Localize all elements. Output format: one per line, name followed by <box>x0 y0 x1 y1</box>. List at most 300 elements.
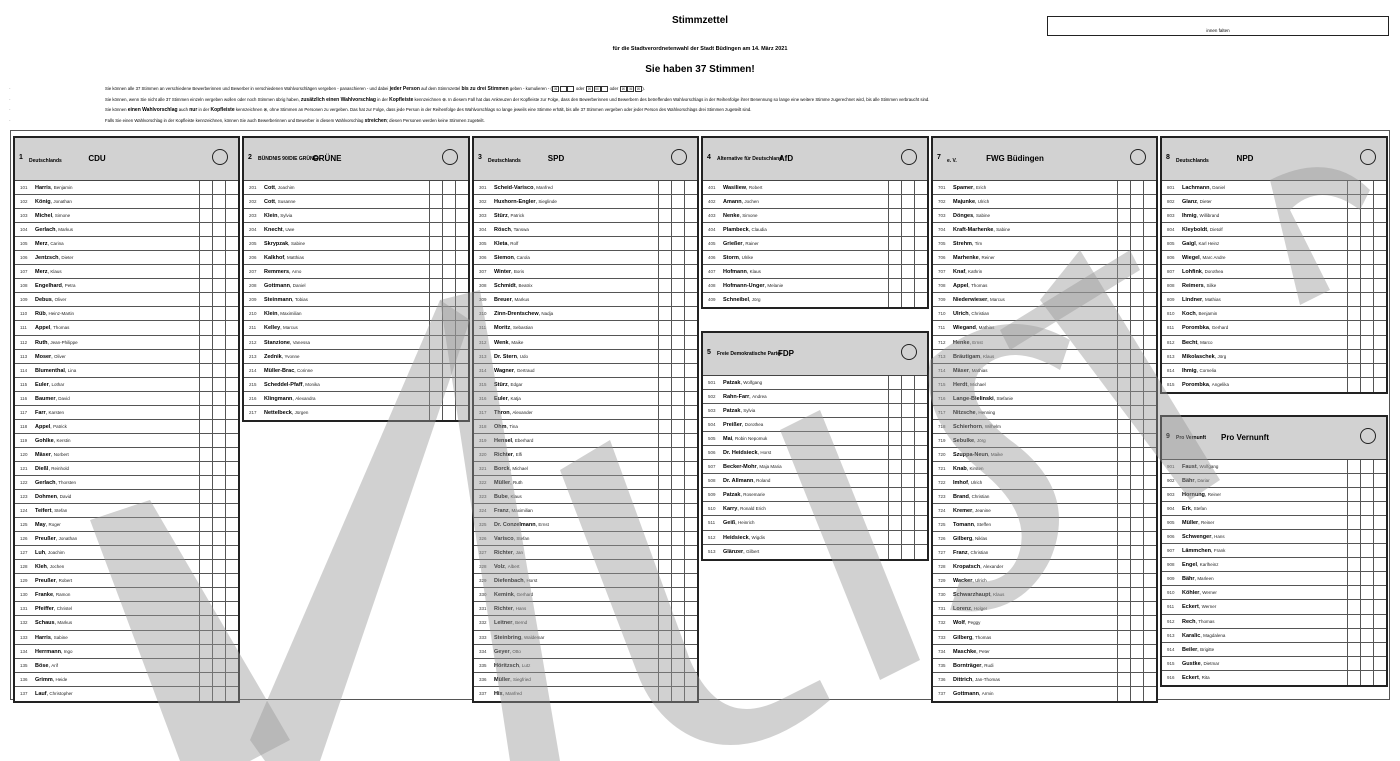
candidate-firstname: Werner <box>1202 590 1217 596</box>
candidate-surname: Becker-Mohr <box>723 464 757 471</box>
vote-boxes[interactable] <box>1117 687 1156 701</box>
candidate-row <box>933 434 1156 448</box>
candidate-name: Kropatsch, Alexander <box>953 564 1004 571</box>
vote-box-divider <box>1143 490 1144 503</box>
vote-boxes[interactable] <box>1117 350 1156 363</box>
candidate-row <box>703 460 927 474</box>
vote-boxes[interactable] <box>199 209 238 222</box>
candidate-row <box>474 195 697 209</box>
vote-box-divider <box>1360 516 1361 529</box>
candidate-number: 118 <box>20 423 28 429</box>
vote-boxes[interactable] <box>888 209 927 222</box>
vote-boxes[interactable] <box>1117 462 1156 475</box>
ballot-title: Stimmzettel <box>671 15 729 26</box>
vote-boxes[interactable] <box>199 645 238 658</box>
vote-boxes[interactable] <box>658 406 697 419</box>
candidate-row <box>474 518 697 532</box>
party-vote-circle[interactable] <box>212 149 228 165</box>
vote-boxes[interactable] <box>658 307 697 320</box>
vote-boxes[interactable] <box>1347 237 1386 250</box>
vote-boxes[interactable] <box>1117 420 1156 433</box>
candidate-surname: Kleyboldt <box>1182 227 1208 234</box>
vote-boxes[interactable] <box>1347 279 1386 292</box>
vote-boxes[interactable] <box>1117 321 1156 334</box>
candidate-name: Ruth, Jean-Philippe <box>35 339 78 346</box>
vote-box-divider <box>1117 532 1118 545</box>
vote-boxes[interactable] <box>1117 209 1156 222</box>
vote-boxes[interactable] <box>429 378 468 391</box>
candidate-name: Nettelbeck, Jürgen <box>264 409 309 416</box>
vote-boxes[interactable] <box>888 223 927 236</box>
vote-boxes[interactable] <box>429 336 468 349</box>
vote-boxes[interactable] <box>1117 251 1156 264</box>
vote-boxes[interactable] <box>199 588 238 601</box>
vote-box-divider <box>684 378 685 391</box>
vote-boxes[interactable] <box>199 392 238 405</box>
vote-boxes[interactable] <box>658 209 697 222</box>
candidate-name: Bornträger, Rudi <box>953 662 994 669</box>
vote-boxes[interactable] <box>1347 350 1386 363</box>
vote-boxes[interactable] <box>658 588 697 601</box>
vote-box-divider <box>429 406 430 420</box>
vote-boxes[interactable] <box>888 390 927 403</box>
candidate-firstname: Horst <box>760 450 772 456</box>
candidate-firstname: Erich <box>975 185 987 190</box>
candidate-row <box>1162 321 1386 335</box>
vote-boxes[interactable] <box>1347 460 1386 473</box>
vote-boxes[interactable] <box>1117 406 1156 419</box>
party-vote-circle[interactable] <box>901 344 917 360</box>
vote-boxes[interactable] <box>658 490 697 503</box>
vote-boxes[interactable] <box>199 181 238 194</box>
candidate-surname: Eckert <box>1182 604 1199 611</box>
vote-boxes[interactable] <box>199 448 238 461</box>
candidate-row <box>933 546 1156 560</box>
party-vote-circle[interactable] <box>671 149 687 165</box>
candidate-firstname: Wilhelm <box>984 423 1001 429</box>
candidate-row <box>474 181 697 195</box>
party-vote-circle[interactable] <box>1360 149 1376 165</box>
candidate-firstname: Gerhard <box>516 592 534 598</box>
vote-boxes[interactable] <box>658 659 697 672</box>
candidate-surname: Engelhard <box>35 283 62 290</box>
vote-boxes[interactable] <box>658 251 697 264</box>
vote-boxes[interactable] <box>1117 237 1156 250</box>
vote-boxes[interactable] <box>429 406 468 420</box>
vote-boxes[interactable] <box>888 446 927 459</box>
vote-boxes[interactable] <box>1117 448 1156 461</box>
vote-boxes[interactable] <box>658 279 697 292</box>
vote-box-divider <box>658 645 659 658</box>
vote-boxes[interactable] <box>658 645 697 658</box>
vote-boxes[interactable] <box>658 293 697 306</box>
candidate-row <box>474 223 697 237</box>
candidate-name: Rahn-Farr, Andrea <box>723 394 767 401</box>
candidate-row <box>15 378 238 392</box>
candidate-row <box>1162 530 1386 544</box>
vote-boxes[interactable] <box>1117 546 1156 559</box>
vote-boxes[interactable] <box>1117 265 1156 278</box>
vote-boxes[interactable] <box>429 279 468 292</box>
vote-boxes[interactable] <box>1117 223 1156 236</box>
vote-boxes[interactable] <box>1347 378 1386 392</box>
vote-boxes[interactable] <box>658 673 697 686</box>
vote-boxes[interactable] <box>658 560 697 573</box>
candidate-row <box>933 616 1156 630</box>
candidate-row <box>703 516 927 530</box>
vote-boxes[interactable] <box>199 462 238 475</box>
candidate-name: Amann, Jochen <box>723 199 759 206</box>
vote-boxes[interactable] <box>429 293 468 306</box>
vote-boxes[interactable] <box>429 307 468 320</box>
vote-boxes[interactable] <box>429 195 468 208</box>
vote-boxes[interactable] <box>199 364 238 377</box>
candidate-name: Breuer, Markus <box>494 297 530 304</box>
vote-box-divider <box>225 659 226 672</box>
vote-boxes[interactable] <box>1117 574 1156 587</box>
vote-boxes[interactable] <box>888 404 927 417</box>
party-short-name: CDU <box>88 154 106 163</box>
vote-boxes[interactable] <box>658 616 697 629</box>
vote-boxes[interactable] <box>658 265 697 278</box>
example-checkbox-icon: ☒ <box>629 86 633 91</box>
vote-boxes[interactable] <box>658 237 697 250</box>
candidate-number: 804 <box>1167 227 1175 233</box>
party-vote-circle[interactable] <box>1130 149 1146 165</box>
vote-boxes[interactable] <box>888 181 927 194</box>
vote-boxes[interactable] <box>1117 645 1156 658</box>
vote-boxes[interactable] <box>1347 195 1386 208</box>
vote-boxes[interactable] <box>1117 588 1156 601</box>
vote-boxes[interactable] <box>199 420 238 433</box>
vote-boxes[interactable] <box>1347 307 1386 320</box>
vote-boxes[interactable] <box>1347 488 1386 501</box>
vote-boxes[interactable] <box>1347 336 1386 349</box>
vote-boxes[interactable] <box>1117 336 1156 349</box>
vote-boxes[interactable] <box>1117 293 1156 306</box>
candidate-row <box>703 195 927 209</box>
vote-boxes[interactable] <box>199 321 238 334</box>
vote-boxes[interactable] <box>429 223 468 236</box>
vote-box-divider <box>1347 544 1348 557</box>
vote-boxes[interactable] <box>658 378 697 391</box>
vote-boxes[interactable] <box>888 460 927 473</box>
candidate-name: Hix, Manfred <box>494 690 522 697</box>
candidate-row <box>1162 643 1386 657</box>
vote-boxes[interactable] <box>888 474 927 487</box>
candidate-name: Müller-Brac, Corinne <box>264 367 313 374</box>
vote-boxes[interactable] <box>1117 631 1156 644</box>
vote-box-divider <box>225 195 226 208</box>
vote-boxes[interactable] <box>429 321 468 334</box>
vote-boxes[interactable] <box>1347 615 1386 628</box>
vote-boxes[interactable] <box>888 432 927 445</box>
vote-box-divider <box>442 251 443 264</box>
vote-boxes[interactable] <box>1117 532 1156 545</box>
vote-boxes[interactable] <box>888 531 927 544</box>
vote-boxes[interactable] <box>658 532 697 545</box>
candidate-name: Wenk, Maike <box>494 339 524 346</box>
candidate-row <box>15 364 238 378</box>
vote-box-divider <box>671 364 672 377</box>
instruction-emphasis: jeder Person <box>389 86 420 92</box>
vote-boxes[interactable] <box>658 546 697 559</box>
vote-boxes[interactable] <box>888 376 927 389</box>
vote-boxes[interactable] <box>658 631 697 644</box>
vote-boxes[interactable] <box>199 307 238 320</box>
vote-boxes[interactable] <box>888 265 927 278</box>
candidate-number: 132 <box>20 620 28 626</box>
candidate-surname: Gilberg <box>953 634 973 641</box>
candidate-surname: Dittrich <box>953 676 973 683</box>
candidate-surname: Gottmann <box>264 283 290 290</box>
vote-boxes[interactable] <box>1347 586 1386 599</box>
vote-boxes[interactable] <box>199 195 238 208</box>
vote-boxes[interactable] <box>199 350 238 363</box>
vote-box-divider <box>684 364 685 377</box>
vote-boxes[interactable] <box>1347 572 1386 585</box>
vote-boxes[interactable] <box>1117 279 1156 292</box>
vote-boxes[interactable] <box>888 545 927 559</box>
candidate-row <box>474 293 697 307</box>
vote-boxes[interactable] <box>888 279 927 292</box>
vote-boxes[interactable] <box>658 518 697 531</box>
vote-boxes[interactable] <box>1347 629 1386 642</box>
vote-boxes[interactable] <box>199 532 238 545</box>
vote-boxes[interactable] <box>658 687 697 701</box>
vote-boxes[interactable] <box>1347 223 1386 236</box>
vote-boxes[interactable] <box>199 279 238 292</box>
party-vote-circle[interactable] <box>901 149 917 165</box>
vote-boxes[interactable] <box>429 251 468 264</box>
vote-boxes[interactable] <box>1117 476 1156 489</box>
vote-boxes[interactable] <box>888 237 927 250</box>
vote-boxes[interactable] <box>429 237 468 250</box>
party-vote-circle[interactable] <box>1360 428 1376 444</box>
vote-box-divider <box>914 293 915 307</box>
vote-boxes[interactable] <box>429 350 468 363</box>
vote-box-divider <box>658 490 659 503</box>
vote-box-divider <box>199 420 200 433</box>
vote-boxes[interactable] <box>1117 673 1156 686</box>
vote-box-divider <box>212 588 213 601</box>
vote-boxes[interactable] <box>1117 195 1156 208</box>
vote-boxes[interactable] <box>1347 321 1386 334</box>
vote-boxes[interactable] <box>1117 434 1156 447</box>
vote-boxes[interactable] <box>658 223 697 236</box>
vote-boxes[interactable] <box>658 434 697 447</box>
vote-boxes[interactable] <box>1347 558 1386 571</box>
party-vote-circle[interactable] <box>442 149 458 165</box>
vote-box-divider <box>684 490 685 503</box>
vote-box-divider <box>1373 378 1374 392</box>
vote-boxes[interactable] <box>199 223 238 236</box>
vote-boxes[interactable] <box>199 490 238 503</box>
vote-boxes[interactable] <box>658 364 697 377</box>
candidate-number: 204 <box>249 227 257 233</box>
candidate-row <box>244 223 468 237</box>
vote-boxes[interactable] <box>658 392 697 405</box>
vote-box-divider <box>429 251 430 264</box>
vote-boxes[interactable] <box>199 631 238 644</box>
vote-boxes[interactable] <box>1117 307 1156 320</box>
vote-boxes[interactable] <box>199 237 238 250</box>
vote-boxes[interactable] <box>1117 490 1156 503</box>
vote-boxes[interactable] <box>1347 251 1386 264</box>
vote-box-divider <box>455 350 456 363</box>
vote-boxes[interactable] <box>199 265 238 278</box>
vote-box-divider <box>1373 615 1374 628</box>
vote-boxes[interactable] <box>658 574 697 587</box>
vote-box-divider <box>1347 657 1348 670</box>
vote-boxes[interactable] <box>199 378 238 391</box>
vote-boxes[interactable] <box>1347 544 1386 557</box>
vote-boxes[interactable] <box>888 251 927 264</box>
vote-boxes[interactable] <box>199 518 238 531</box>
vote-boxes[interactable] <box>199 659 238 672</box>
party-number: 2 <box>248 154 252 161</box>
candidate-name: Bähr, Marleen <box>1182 576 1214 583</box>
vote-box-divider <box>888 488 889 501</box>
vote-boxes[interactable] <box>1347 364 1386 377</box>
vote-boxes[interactable] <box>1117 364 1156 377</box>
vote-boxes[interactable] <box>429 392 468 405</box>
vote-boxes[interactable] <box>658 350 697 363</box>
vote-box-divider <box>1373 265 1374 278</box>
vote-boxes[interactable] <box>1117 378 1156 391</box>
vote-boxes[interactable] <box>1347 502 1386 515</box>
vote-boxes[interactable] <box>658 181 697 194</box>
vote-boxes[interactable] <box>429 364 468 377</box>
vote-boxes[interactable] <box>1117 518 1156 531</box>
vote-box-divider <box>658 392 659 405</box>
candidate-surname: Schneibel <box>723 297 749 304</box>
vote-boxes[interactable] <box>199 476 238 489</box>
vote-boxes[interactable] <box>1347 265 1386 278</box>
candidate-number: 807 <box>1167 269 1175 275</box>
vote-box-divider <box>684 462 685 475</box>
vote-box-divider <box>658 687 659 701</box>
vote-boxes[interactable] <box>658 448 697 461</box>
candidate-row <box>933 378 1156 392</box>
vote-box-divider <box>1117 279 1118 292</box>
vote-boxes[interactable] <box>429 181 468 194</box>
vote-box-divider <box>212 462 213 475</box>
candidate-row <box>933 307 1156 321</box>
candidate-firstname: Norbert <box>53 451 69 457</box>
vote-box-divider <box>225 673 226 686</box>
vote-boxes[interactable] <box>199 574 238 587</box>
vote-boxes[interactable] <box>888 195 927 208</box>
instruction-text <box>105 105 751 115</box>
instruction-emphasis: einen Wahlvorschlag <box>127 107 178 113</box>
party-header <box>15 138 238 181</box>
party-number: 3 <box>478 154 482 161</box>
vote-boxes[interactable] <box>1117 504 1156 517</box>
vote-boxes[interactable] <box>658 195 697 208</box>
vote-boxes[interactable] <box>888 502 927 515</box>
vote-boxes[interactable] <box>658 420 697 433</box>
vote-boxes[interactable] <box>1117 392 1156 405</box>
vote-boxes[interactable] <box>429 209 468 222</box>
vote-boxes[interactable] <box>658 504 697 517</box>
vote-boxes[interactable] <box>1117 181 1156 194</box>
vote-boxes[interactable] <box>199 546 238 559</box>
candidate-number: 122 <box>20 479 28 485</box>
vote-boxes[interactable] <box>199 616 238 629</box>
vote-boxes[interactable] <box>1347 474 1386 487</box>
vote-boxes[interactable] <box>1117 659 1156 672</box>
vote-boxes[interactable] <box>199 406 238 419</box>
vote-boxes[interactable] <box>1347 643 1386 656</box>
vote-boxes[interactable] <box>1347 181 1386 194</box>
vote-boxes[interactable] <box>199 251 238 264</box>
candidate-number: 309 <box>479 297 487 303</box>
candidate-firstname: Armin <box>981 690 994 696</box>
vote-boxes[interactable] <box>658 476 697 489</box>
vote-boxes[interactable] <box>199 602 238 615</box>
vote-boxes[interactable] <box>1347 657 1386 670</box>
vote-box-divider <box>1130 195 1131 208</box>
vote-boxes[interactable] <box>888 418 927 431</box>
vote-boxes[interactable] <box>199 293 238 306</box>
candidate-surname: Harris <box>35 634 51 641</box>
vote-boxes[interactable] <box>199 673 238 686</box>
vote-box-divider <box>429 307 430 320</box>
vote-box-divider <box>1360 460 1361 473</box>
vote-boxes[interactable] <box>1117 602 1156 615</box>
candidate-row <box>933 448 1156 462</box>
vote-box-divider <box>684 546 685 559</box>
vote-box-divider <box>1360 321 1361 334</box>
vote-boxes[interactable] <box>1347 209 1386 222</box>
vote-boxes[interactable] <box>199 434 238 447</box>
vote-boxes[interactable] <box>658 321 697 334</box>
vote-boxes[interactable] <box>199 504 238 517</box>
vote-boxes[interactable] <box>658 462 697 475</box>
vote-box-divider <box>1143 560 1144 573</box>
vote-box-divider <box>429 265 430 278</box>
vote-box-divider <box>684 448 685 461</box>
vote-boxes[interactable] <box>1347 600 1386 613</box>
vote-box-divider <box>455 265 456 278</box>
candidate-firstname: David <box>58 395 70 401</box>
vote-boxes[interactable] <box>658 336 697 349</box>
vote-boxes[interactable] <box>888 293 927 307</box>
vote-boxes[interactable] <box>1347 530 1386 543</box>
vote-boxes[interactable] <box>888 516 927 529</box>
vote-boxes[interactable] <box>429 265 468 278</box>
vote-boxes[interactable] <box>1347 293 1386 306</box>
candidate-number: 123 <box>20 494 28 500</box>
vote-boxes[interactable] <box>1347 671 1386 685</box>
vote-boxes[interactable] <box>199 336 238 349</box>
candidate-number: 325 <box>479 522 487 528</box>
vote-boxes[interactable] <box>199 560 238 573</box>
vote-boxes[interactable] <box>1117 560 1156 573</box>
vote-box-divider <box>199 350 200 363</box>
candidate-firstname: Jeanine <box>975 508 991 514</box>
candidate-surname: Schaus <box>35 620 55 627</box>
candidate-firstname: Reiner <box>981 255 995 261</box>
vote-boxes[interactable] <box>658 602 697 615</box>
vote-boxes[interactable] <box>1347 516 1386 529</box>
vote-boxes[interactable] <box>888 488 927 501</box>
vote-boxes[interactable] <box>1117 616 1156 629</box>
vote-box-divider <box>1347 558 1348 571</box>
instruction-bullet: - <box>9 118 11 123</box>
vote-boxes[interactable] <box>199 687 238 701</box>
